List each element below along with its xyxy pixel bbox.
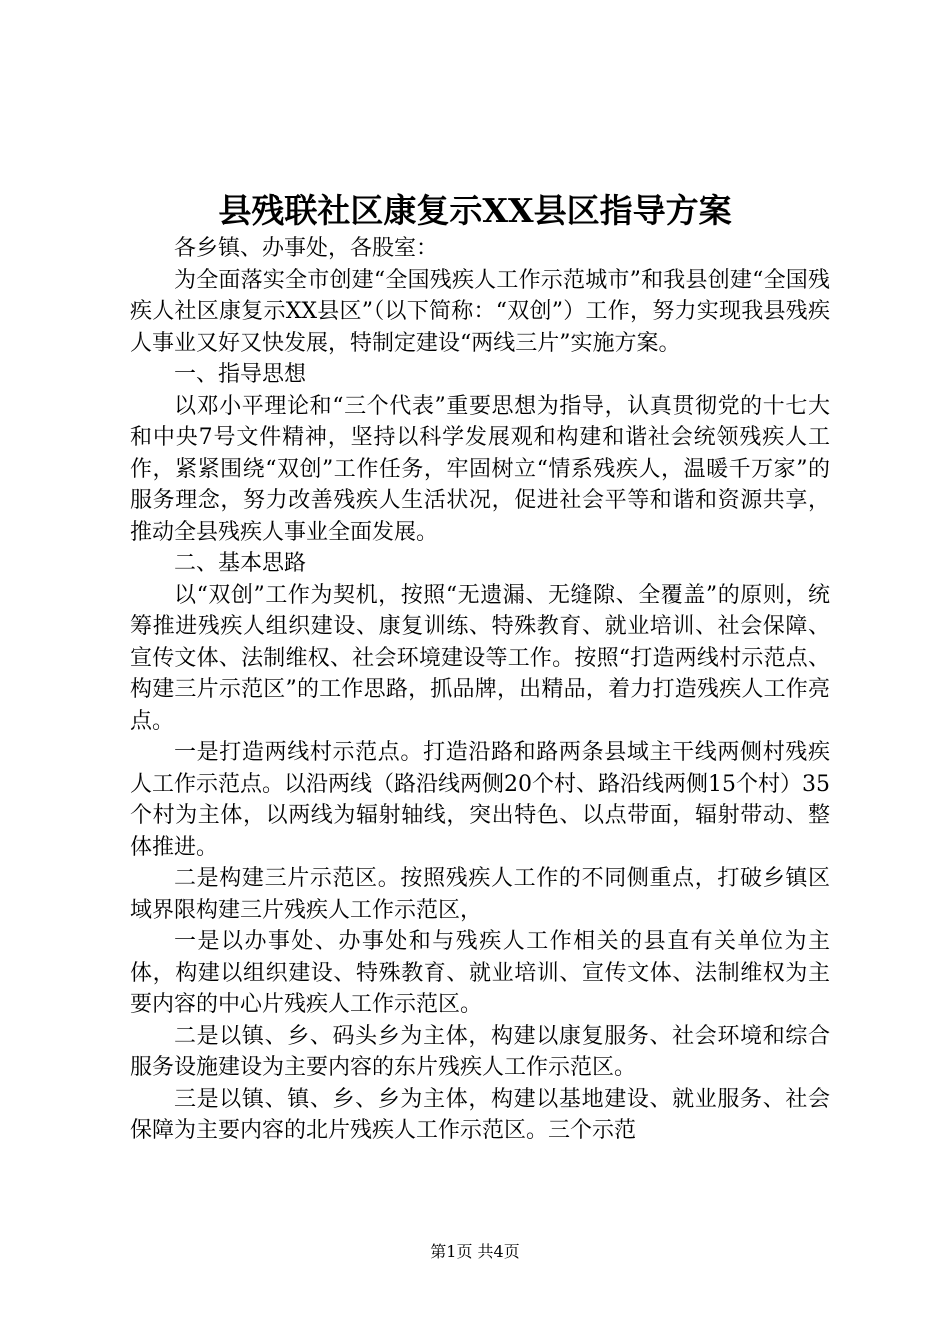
paragraph-salutation: 各乡镇、办事处，各股室： — [174, 236, 439, 261]
paragraph-two-lines: 一是打造两线村示范点。打造沿路和路两条县域主干线两侧村残疾人工作示范点。以沿两线（路沿线两侧20个村、路沿线两侧15个村）35个村为主体，以两线为辐射轴线，突出特色、以点带面，辐射带动、整体推进。 — [130, 740, 830, 860]
paragraph-three-zones: 二是构建三片示范区。按照残疾人工作的不同侧重点，打破乡镇区域界限构建三片残疾人工作示范区， — [130, 866, 830, 923]
document-body — [130, 233, 830, 1147]
paragraph-guiding-ideology: 以邓小平理论和“三个代表”重要思想为指导，认真贯彻党的十七大和中央7号文件精神，坚持以科学发展观和构建和谐社会统领残疾人工作，紧紧围绕“双创”工作任务，牢固树立“情系残疾人，温暖千万家”的服务理念，努力改善残疾人生活状况，促进社会平等和谐和资源共享，推动全县残疾人事业全面发展。 — [130, 393, 830, 545]
document-title: 县残联社区康复示XX县区指导方案 — [218, 191, 732, 230]
paragraph-center-zone: 一是以办事处、办事处和与残疾人工作相关的县直有关单位为主体，构建以组织建设、特殊教育、就业培训、宣传文体、法制维权为主要内容的中心片残疾人工作示范区。 — [130, 929, 830, 1017]
paragraph-basic-approach: 以“双创”工作为契机，按照“无遗漏、无缝隙、全覆盖”的原则，统筹推进残疾人组织建设、康复训练、特殊教育、就业培训、社会保障、宣传文体、法制维权、社会环境建设等工作。按照“打造两线村示范点、构建三片示范区”的工作思路，抓品牌，出精品，着力打造残疾人工作亮点。 — [130, 582, 830, 734]
paragraph-intro: 为全面落实全市创建“全国残疾人工作示范城市”和我县创建“全国残疾人社区康复示XX县区”（以下简称：“双创”）工作，努力实现我县残疾人事业又好又快发展，特制定建设“两线三片”实施方案。 — [130, 267, 830, 356]
heading-guiding-ideology: 一、指导思想 — [174, 362, 307, 387]
paragraph-east-zone: 二是以镇、乡、码头乡为主体，构建以康复服务、社会环境和综合服务设施建设为主要内容的东片残疾人工作示范区。 — [130, 1023, 830, 1080]
page-number-footer: 第1页 共4页 — [430, 1242, 520, 1261]
paragraph-north-zone: 三是以镇、镇、乡、乡为主体，构建以基地建设、就业服务、社会保障为主要内容的北片残疾人工作示范区。三个示范 — [130, 1086, 830, 1143]
heading-basic-approach: 二、基本思路 — [174, 551, 307, 576]
